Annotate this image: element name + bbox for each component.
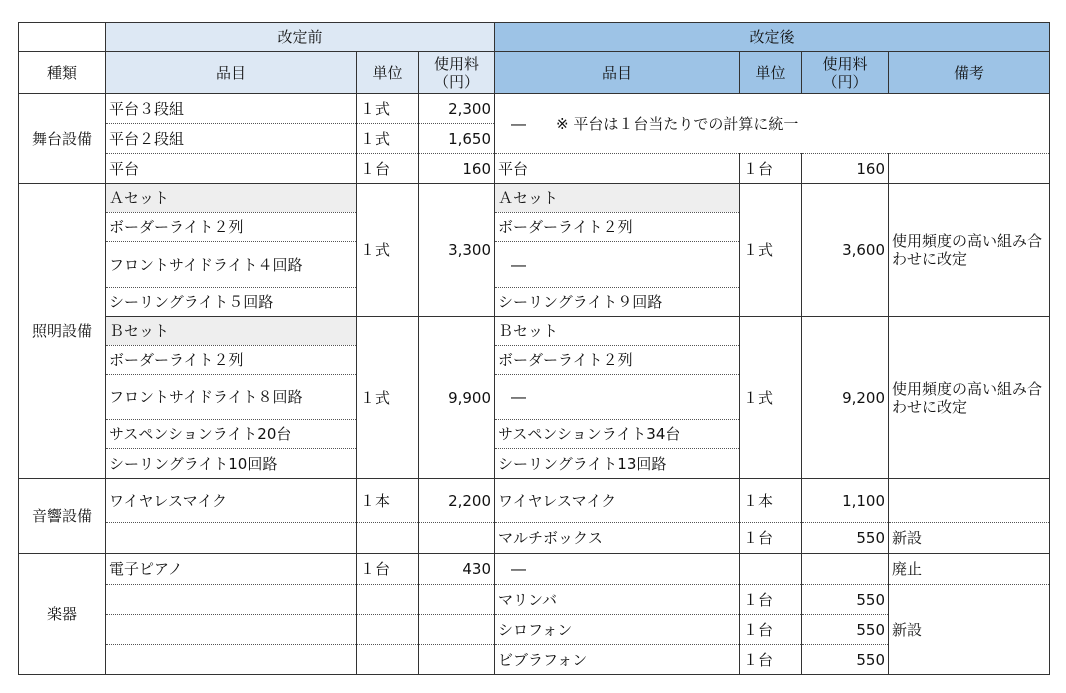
table-cell: 1,650 (419, 124, 495, 154)
table-cell: 平台２段組 (106, 124, 357, 154)
header-before-group: 改定前 (106, 23, 495, 52)
table-cell: １式 (740, 184, 802, 317)
table-cell: ビブラフォン (495, 645, 740, 675)
note-cell: 新設 (889, 523, 1050, 554)
table-cell: 2,300 (419, 94, 495, 124)
table-cell: サスペンションライト20台 (106, 420, 357, 449)
table-cell: ボーダーライト２列 (495, 346, 740, 375)
table-cell (106, 615, 357, 645)
table-cell: ボーダーライト２列 (106, 346, 357, 375)
table-cell (419, 585, 495, 615)
table-cell: シーリングライト13回路 (495, 449, 740, 479)
category-lighting: 照明設備 (19, 184, 106, 479)
table-cell: Ａセット (106, 184, 357, 213)
header-after-unit: 単位 (740, 52, 802, 94)
table-cell (740, 554, 802, 585)
table-cell: 9,900 (419, 317, 495, 479)
table-cell: 平台３段組 (106, 94, 357, 124)
table-cell: １式 (357, 317, 419, 479)
table-cell: ― (495, 242, 740, 288)
table-cell: 平台 (495, 154, 740, 184)
table-cell: １本 (357, 479, 419, 523)
header-before-fee: 使用料（円） (419, 52, 495, 94)
table-cell: 550 (802, 585, 889, 615)
table-cell (357, 645, 419, 675)
table-cell (357, 523, 419, 554)
header-after-item: 品目 (495, 52, 740, 94)
stage-merged-note: ― ※ 平台は１台当たりでの計算に統一 (495, 94, 1050, 154)
table-cell: 160 (419, 154, 495, 184)
table-cell: シーリングライト５回路 (106, 288, 357, 317)
table-cell: １本 (740, 479, 802, 523)
table-cell: シーリングライト10回路 (106, 449, 357, 479)
table-cell: 550 (802, 615, 889, 645)
table-cell (106, 523, 357, 554)
note-cell (889, 479, 1050, 523)
table-cell: 電子ピアノ (106, 554, 357, 585)
table-cell (106, 585, 357, 615)
table-cell (889, 154, 1050, 184)
table-cell: フロントサイドライト４回路 (106, 242, 357, 288)
table-cell: 430 (419, 554, 495, 585)
table-cell (357, 585, 419, 615)
table-cell: １台 (740, 585, 802, 615)
table-cell: １式 (740, 317, 802, 479)
table-cell: １式 (357, 94, 419, 124)
note-cell: 使用頻度の高い組み合わせに改定 (889, 184, 1050, 317)
table-cell: Ｂセット (106, 317, 357, 346)
table-cell: １式 (357, 124, 419, 154)
table-cell: ボーダーライト２列 (106, 213, 357, 242)
table-cell: ― (495, 375, 740, 420)
header-note: 備考 (889, 52, 1050, 94)
table-cell: １台 (357, 554, 419, 585)
table-cell: ワイヤレスマイク (106, 479, 357, 523)
header-after-group: 改定後 (495, 23, 1050, 52)
table-cell: マリンバ (495, 585, 740, 615)
table-cell (419, 523, 495, 554)
table-cell: シロフォン (495, 615, 740, 645)
table-cell (802, 554, 889, 585)
table-cell: 9,200 (802, 317, 889, 479)
note-cell: 廃止 (889, 554, 1050, 585)
header-after-fee: 使用料（円） (802, 52, 889, 94)
table-cell: 3,600 (802, 184, 889, 317)
table-cell: １式 (357, 184, 419, 317)
table-cell: ― (495, 554, 740, 585)
table-cell: Ｂセット (495, 317, 740, 346)
table-cell: 550 (802, 523, 889, 554)
table-cell: 160 (802, 154, 889, 184)
table-cell: １台 (740, 645, 802, 675)
table-cell: ボーダーライト２列 (495, 213, 740, 242)
note-cell: 新設 (889, 585, 1050, 675)
table-cell: 550 (802, 645, 889, 675)
header-category: 種類 (19, 52, 106, 94)
table-cell (419, 645, 495, 675)
category-instruments: 楽器 (19, 554, 106, 675)
table-cell: マルチボックス (495, 523, 740, 554)
table-cell: １台 (740, 154, 802, 184)
table-cell: Ａセット (495, 184, 740, 213)
header-before-item: 品目 (106, 52, 357, 94)
table-cell: 平台 (106, 154, 357, 184)
category-stage: 舞台設備 (19, 94, 106, 184)
note-cell: 使用頻度の高い組み合わせに改定 (889, 317, 1050, 479)
table-cell: フロントサイドライト８回路 (106, 375, 357, 420)
table-cell (419, 615, 495, 645)
table-cell (357, 615, 419, 645)
table-cell: １台 (740, 615, 802, 645)
table-cell: 1,100 (802, 479, 889, 523)
table-cell: サスペンションライト34台 (495, 420, 740, 449)
table-cell: 2,200 (419, 479, 495, 523)
table-cell: １台 (357, 154, 419, 184)
table-cell (106, 645, 357, 675)
table-cell: 3,300 (419, 184, 495, 317)
table-cell: シーリングライト９回路 (495, 288, 740, 317)
category-sound: 音響設備 (19, 479, 106, 554)
table-cell: １台 (740, 523, 802, 554)
header-before-unit: 単位 (357, 52, 419, 94)
header-corner-cell (19, 23, 106, 52)
table-cell: ワイヤレスマイク (495, 479, 740, 523)
fee-revision-table (18, 22, 1050, 675)
